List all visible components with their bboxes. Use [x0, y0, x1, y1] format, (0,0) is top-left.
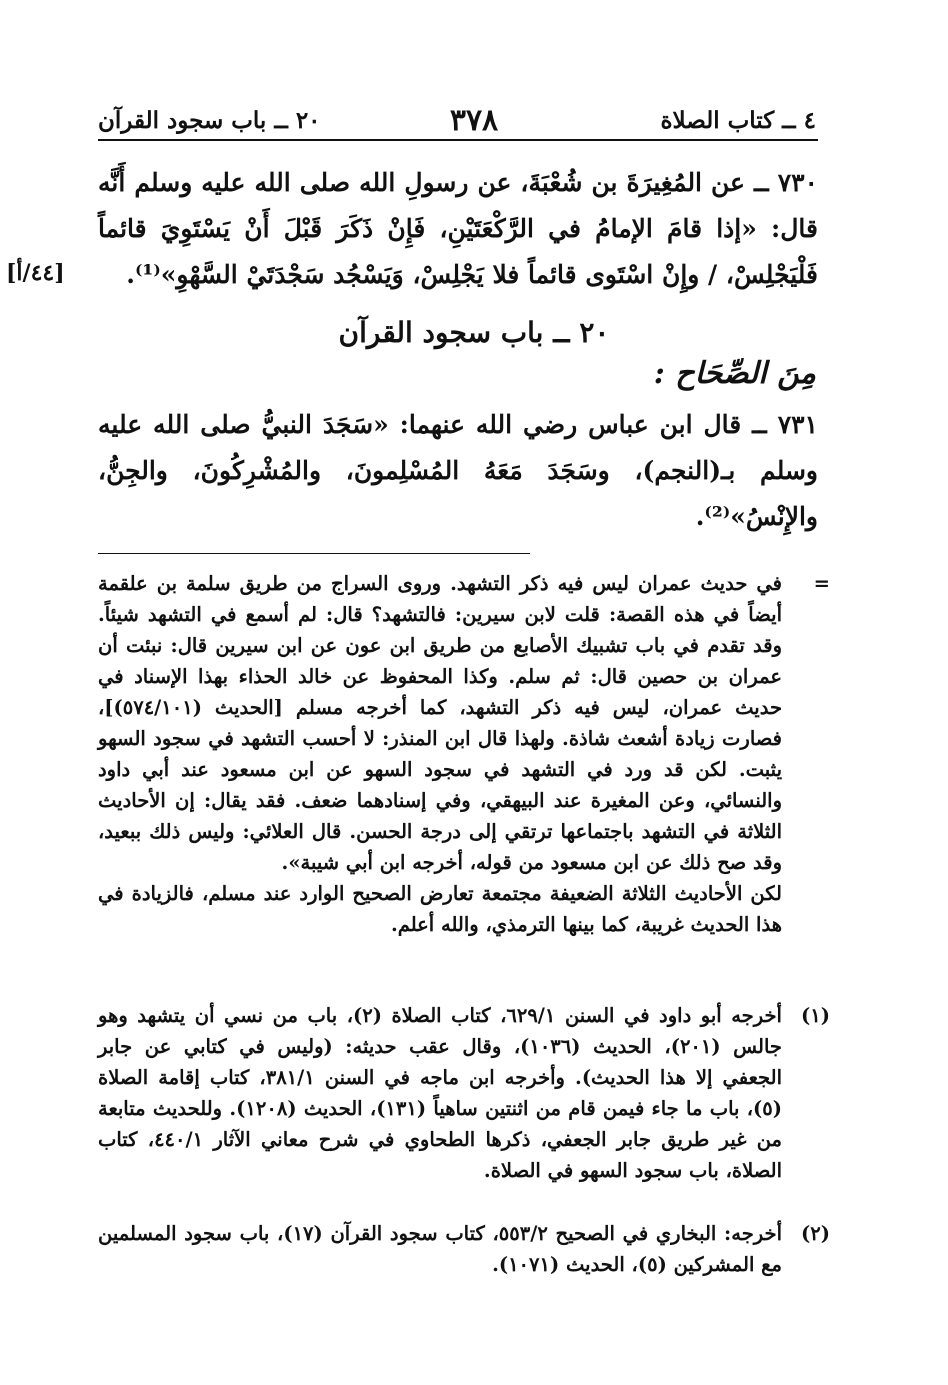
footnote-marker: (١) — [801, 1004, 830, 1027]
page-number: ٣٧٨ — [449, 103, 499, 138]
footnote-text: لكن الأحاديث الثلاثة الضعيفة مجتمعة تعارض الصحيح الوارد عند مسلم، فالزيادة في هذا الحديث غريبة، كما بينها الترمذي، والله أعلم. — [98, 882, 782, 936]
hadith-number: ٧٣٠ ــ — [754, 168, 818, 197]
section-title: ٢٠ ــ باب سجود القرآن — [338, 316, 610, 349]
hadith-text: قال ابن عباس رضي الله عنهما: «سَجَدَ النبيُّ صلى الله عليه وسلم بـ(النجم)، وسَجَدَ مَعَهُ المُسْلِمونَ، والمُشْرِكُونَ، والجِنُّ، والإِنْسُ»⁽²⁾. — [98, 410, 818, 531]
hadith-730 — [98, 160, 818, 298]
footnote-text: في حديث عمران ليس فيه ذكر التشهد. وروى السراج من طريق سلمة بن علقمة أيضاً في هذه القصة: قلت لابن سيرين: فالتشهد؟ قال: لم أسمع في التشهد شيئاً. وقد تقدم في باب تشبيك الأصابع من طريق ابن عون عن ابن سيرين قال: نبئت أن عمران بن حصين قال: ثم سلم. وكذا المحفوظ عن خالد الحذاء بهذا الإسناد في حديث عمران، ليس فيه ذكر التشهد، كما أخرجه مسلم [الحديث (٥٧٤/١٠١)]، فصارت زيادة أشعث شاذة. ولهذا قال ابن المنذر: لا أحسب التشهد في سجود السهو يثبت. لكن قد ورد في التشهد في سجود السهو عن ابن مسعود عند أبي داود والنسائي، وعن المغيرة عند البيهقي، وفي إسنادهما ضعف. فقد يقال: إن الأحاديث الثلاثة في التشهد باجتماعها ترتقي إلى درجة الحسن. قال العلائي: وليس ذلك ببعيد، وقد صح ذلك عن ابن مسعود من قوله، أخرجه ابن أبي شيبة». — [98, 572, 782, 874]
hadith-number: ٧٣١ ــ — [752, 410, 818, 439]
running-header-book: ٤ ــ كتاب الصلاة — [660, 107, 816, 134]
continuation-marker: = — [813, 572, 830, 595]
footnote-text: أخرجه: البخاري في الصحيح ٥٥٣/٢، كتاب سجود القرآن (١٧)، باب سجود المسلمين مع المشركين (٥)، الحديث (١٠٧١). — [98, 1222, 782, 1276]
footnote-1 — [98, 1000, 830, 1186]
running-header-chapter: ٢٠ ــ باب سجود القرآن — [98, 107, 321, 134]
footnote-marker: (٢) — [801, 1222, 830, 1245]
footnote-2 — [98, 1218, 830, 1280]
manuscript-folio-ref: [٤٤/أ] — [6, 260, 65, 286]
footnote-separator — [98, 553, 530, 554]
footnote-text: أخرجه أبو داود في السنن ٦٢٩/١، كتاب الصلاة (٢)، باب من نسي أن يتشهد وهو جالس (٢٠١)، الحديث (١٠٣٦)، وقال عقب حديثه: (وليس في كتابي عن جابر الجعفي إلا هذا الحديث). وأخرجه ابن ماجه في السنن ٣٨١/١، كتاب إقامة الصلاة (٥)، باب ما جاء فيمن قام من اثنتين ساهياً (١٣١)، الحديث (١٢٠٨). وللحديث متابعة من غير طريق جابر الجعفي، ذكرها الطحاوي في شرح معاني الآثار ٤٤٠/١، كتاب الصلاة، باب سجود السهو في الصلاة. — [98, 1004, 783, 1182]
hadith-text: عن المُغِيرَةَ بن شُعْبَةَ، عن رسولِ الله صلى الله عليه وسلم أَنَّه قال: «إذا قامَ الإمامُ في الرَّكْعَتَيْنِ، فَإِنْ ذَكَرَ قَبْلَ أَنْ يَسْتَوِيَ قائماً فَلْيَجْلِسْ، / وإِنْ اسْتَوى قائماً فلا يَجْلِسْ، وَيَسْجُد سَجْدَتَيْ السَّهْوِ»⁽¹⁾. — [98, 168, 818, 289]
hadith-731 — [98, 402, 818, 540]
section-subheading: مِنَ الصِّحَاح : — [653, 356, 816, 391]
footnote-continuation — [98, 568, 830, 940]
header-rule — [98, 139, 818, 141]
